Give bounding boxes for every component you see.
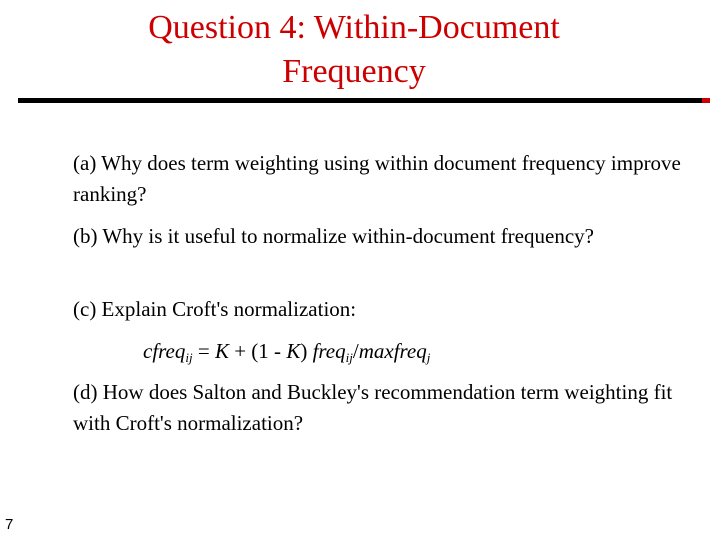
formula-maxfreq: maxfreq [358, 339, 427, 363]
formula-k-first: K [214, 339, 229, 363]
formula-slash: / [352, 339, 359, 363]
title-divider [18, 98, 702, 103]
formula-plus-one-minus: + (1 - [228, 339, 287, 363]
question-c: (c) Explain Croft's normalization: [73, 297, 357, 321]
formula-k-second: K [286, 339, 301, 363]
croft-normalization-formula [143, 336, 430, 373]
formula-freq-subscript: ij [345, 350, 353, 365]
page-number: 7 [5, 516, 14, 533]
slide-title [0, 6, 708, 94]
title-divider-accent [702, 98, 710, 103]
formula-cfreq: cfreq [143, 339, 186, 363]
question-b: (b) Why is it useful to normalize within-document frequency? [73, 224, 594, 248]
formula-equals: = [192, 339, 215, 363]
slide-title-line-2: Frequency [282, 53, 426, 90]
slide-title-line-1: Question 4: Within-Document [148, 9, 560, 46]
formula-freq: freq [312, 339, 346, 363]
question-a: (a) Why does term weighting using within document frequency improve ranking? [73, 151, 681, 206]
question-d: (d) How does Salton and Buckley's recommendation term weighting fit with Croft's normalization? [73, 380, 673, 435]
formula-cfreq-subscript: ij [185, 350, 193, 365]
formula-close-paren: ) [300, 339, 313, 363]
formula-maxfreq-subscript: j [426, 350, 431, 365]
